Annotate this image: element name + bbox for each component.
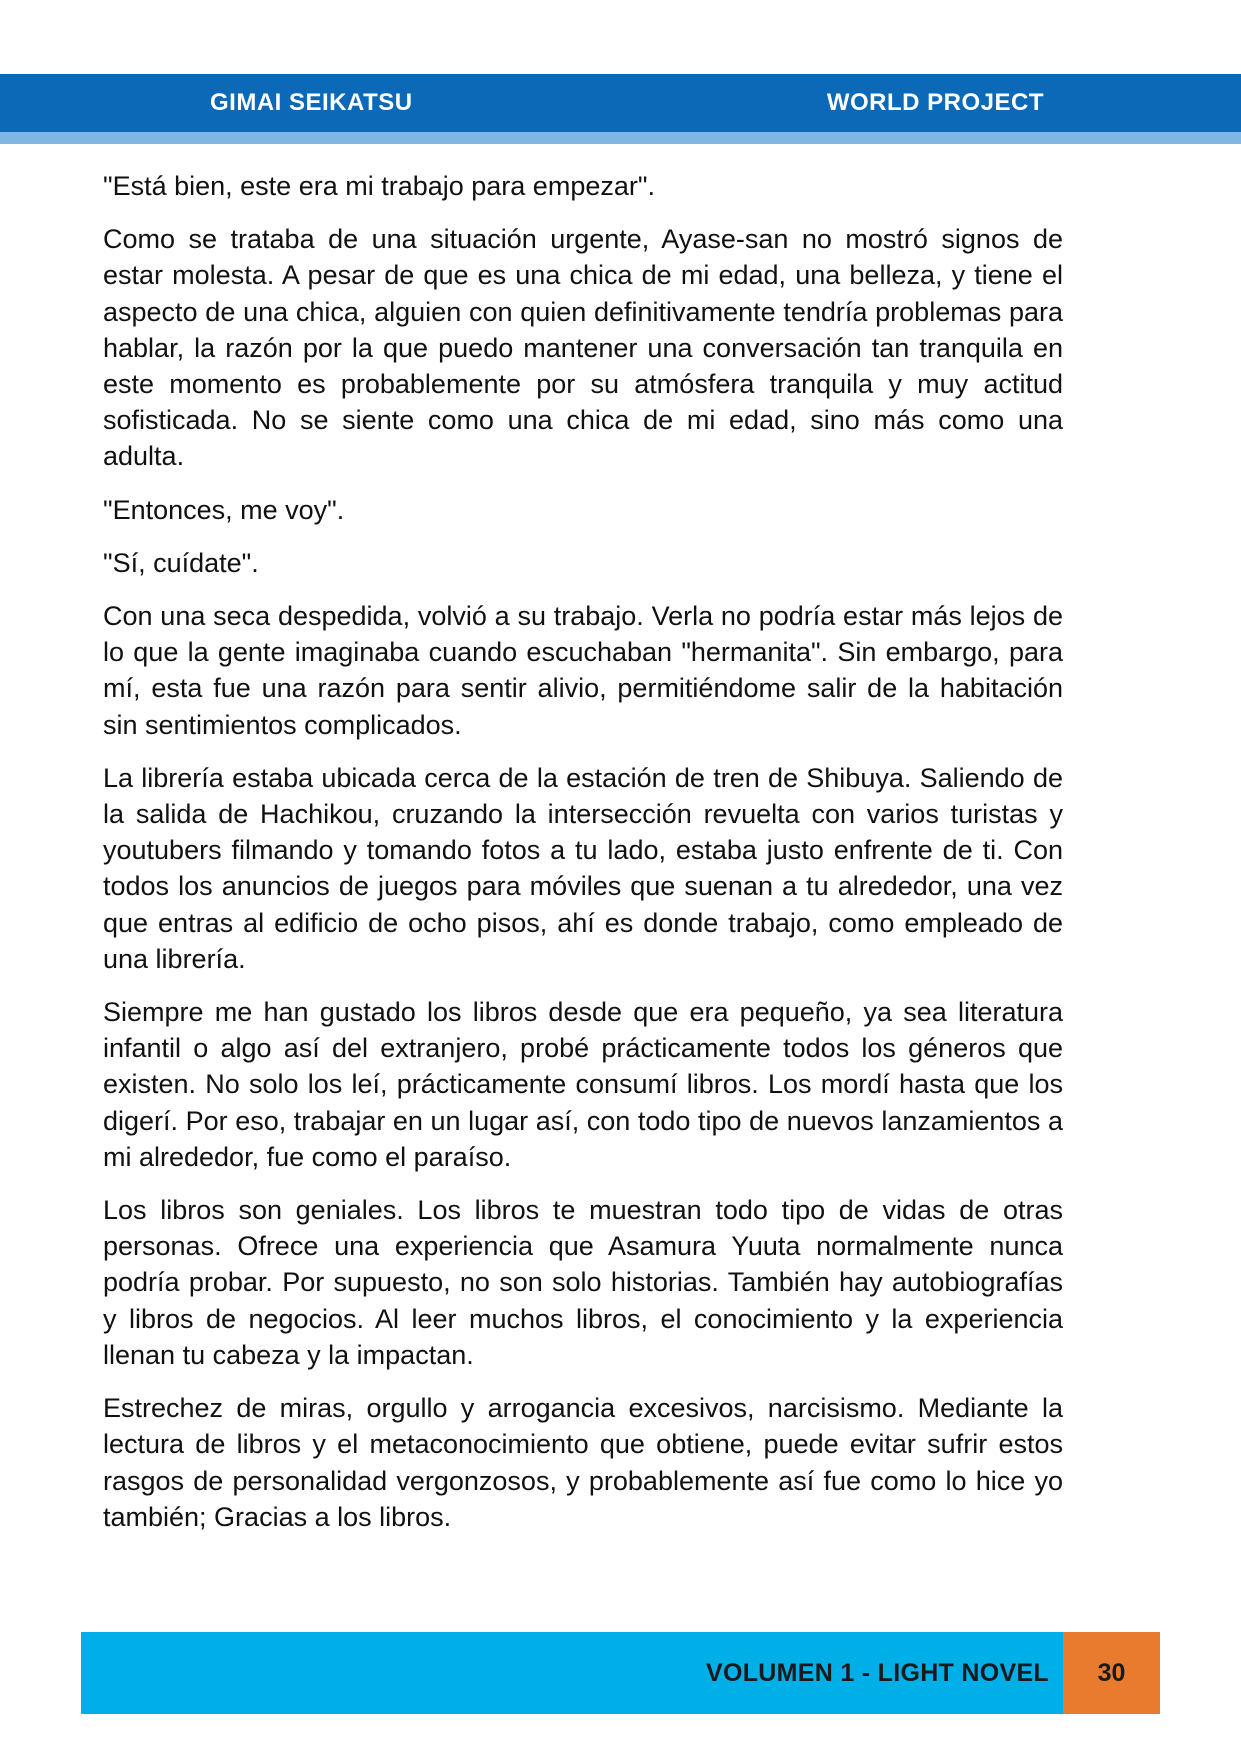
header-bar (0, 74, 1241, 132)
paragraph: "Sí, cuídate". (103, 547, 259, 578)
paragraph: La librería estaba ubicada cerca de la estación de tren de Shibuya. Saliendo de la salida de Hachikou, cruzando la intersección revuelta con varios turistas y youtubers filmando y tomando fotos a tu lado, estaba justo enfrente de ti. Con todos los anuncios de juegos para móviles que suenan a tu alrededor, una vez que entras al edificio de ocho pisos, ahí es donde trabajo, como empleado de una librería. (103, 762, 1063, 974)
paragraph: Estrechez de miras, orgullo y arrogancia excesivos, narcisismo. Mediante la lectura de libros y el metaconocimiento que obtiene, puede evitar sufrir estos rasgos de personalidad vergonzosos, y probablemente así fue como lo hice yo también; Gracias a los libros. (103, 1393, 1063, 1532)
paragraph: Los libros son geniales. Los libros te muestran todo tipo de vidas de otras personas. Ofrece una experiencia que Asamura Yuuta normalmente nunca podría probar. Por supuesto, no son solo historias. También hay autobiografías y libros de negocios. Al leer muchos libros, el conocimiento y la experiencia llenan tu cabeza y la impactan. (103, 1195, 1063, 1370)
footer-bar (81, 1632, 1063, 1714)
paragraph: Como se trataba de una situación urgente, Ayase-san no mostró signos de estar molesta. A pesar de que es una chica de mi edad, una belleza, y tiene el aspecto de una chica, alguien con quien definitivamente tendría problemas para hablar, la razón por la que puedo mantener una conversación tan tranquila en este momento es probablemente por su atmósfera tranquila y muy actitud sofisticada. No se siente como una chica de mi edad, sino más como una adulta. (103, 224, 1063, 472)
page-number: 30 (1063, 1632, 1160, 1714)
footer-volume-label: VOLUMEN 1 - LIGHT NOVEL (705, 1659, 1049, 1687)
paragraph: Siempre me han gustado los libros desde que era pequeño, ya sea literatura infantil o algo así del extranjero, probé prácticamente todos los géneros que existen. No solo los leí, prácticamente consumí libros. Los mordí hasta que los digerí. Por eso, trabajar en un lugar así, con todo tipo de nuevos lanzamientos a mi alrededor, fue como el paraíso. (103, 997, 1063, 1172)
header-stripe (0, 132, 1241, 144)
header-group-name: WORLD PROJECT (826, 89, 1044, 116)
header-series-title: GIMAI SEIKATSU (210, 89, 413, 116)
paragraph: "Está bien, este era mi trabajo para empezar". (103, 171, 655, 201)
paragraph: Con una seca despedida, volvió a su trabajo. Verla no podría estar más lejos de lo que la gente imaginaba cuando escuchaban "hermanita". Sin embargo, para mí, esta fue una razón para sentir alivio, permitiéndome salir de la habitación sin sentimientos complicados. (103, 601, 1063, 740)
page-body (103, 168, 1063, 1552)
paragraph: "Entonces, me voy". (103, 494, 345, 525)
